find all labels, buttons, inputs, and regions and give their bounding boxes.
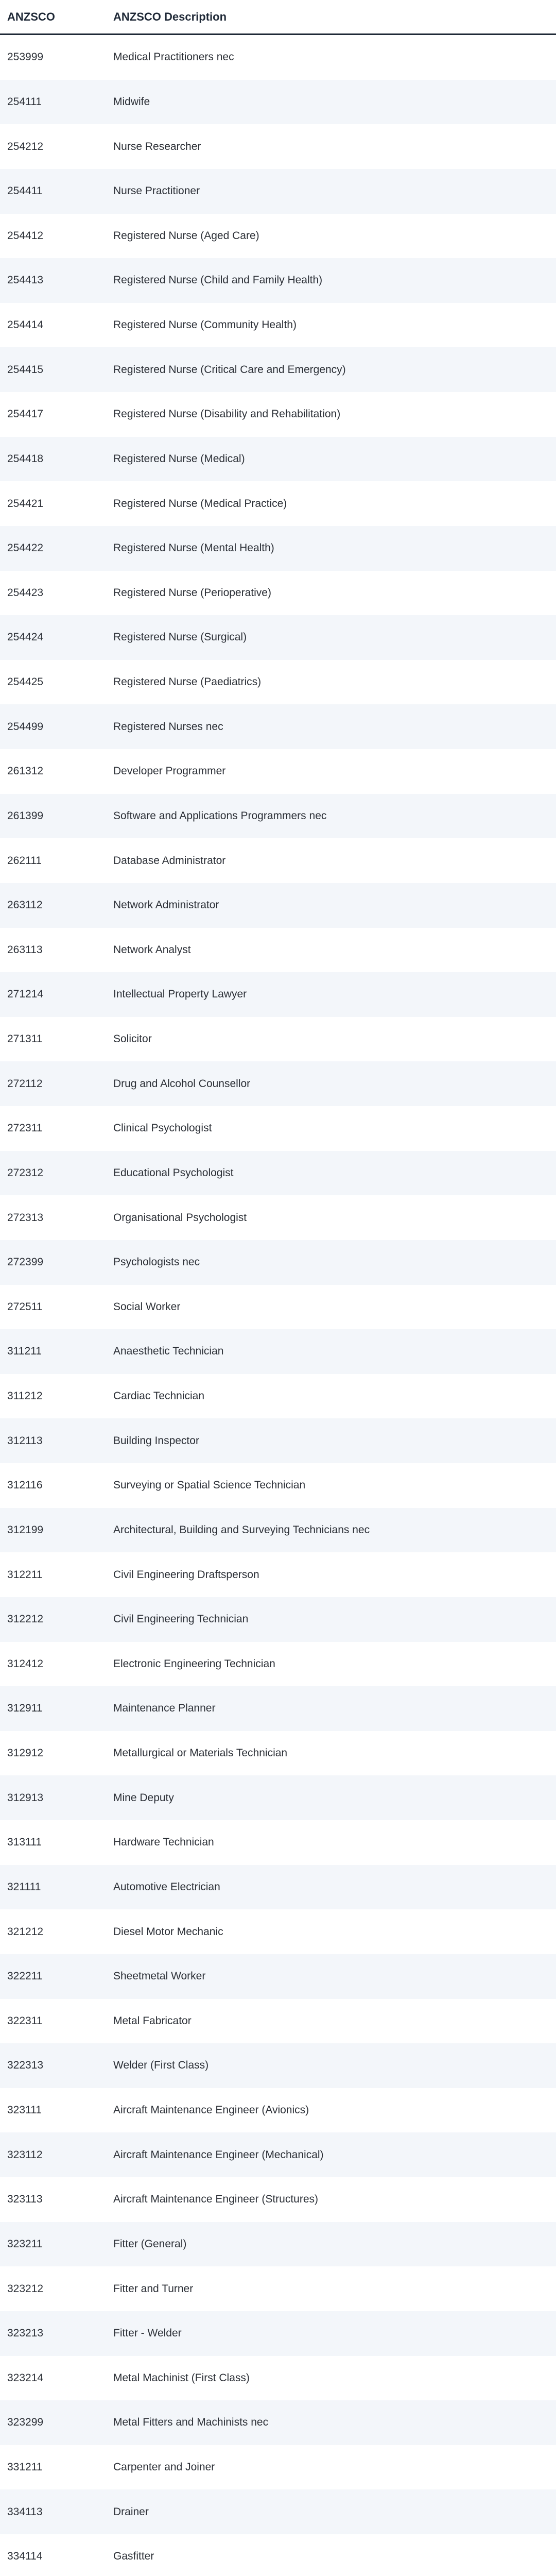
table-row	[0, 1865, 556, 1910]
cell-description: Fitter - Welder	[113, 2327, 182, 2340]
table-row	[0, 1909, 556, 1954]
table-row	[0, 1463, 556, 1508]
table-row	[0, 1820, 556, 1865]
cell-anzsco-code: 253999	[7, 51, 44, 63]
cell-description: Civil Engineering Technician	[113, 1613, 249, 1625]
table-row	[0, 1061, 556, 1106]
table-row	[0, 481, 556, 526]
cell-anzsco-code: 311212	[7, 1390, 43, 1402]
cell-description: Psychologists nec	[113, 1256, 200, 1268]
cell-anzsco-code: 272511	[7, 1300, 43, 1313]
cell-description: Registered Nurse (Paediatrics)	[113, 676, 262, 688]
cell-description: Aircraft Maintenance Engineer (Avionics)	[113, 2104, 309, 2116]
cell-description: Registered Nurse (Medical)	[113, 452, 245, 465]
cell-anzsco-code: 254499	[7, 720, 44, 733]
table-row	[0, 1508, 556, 1553]
cell-anzsco-code: 334114	[7, 2550, 43, 2563]
cell-anzsco-code: 321212	[7, 1925, 44, 1938]
cell-anzsco-code: 272312	[7, 1166, 44, 1179]
cell-description: Nurse Researcher	[113, 140, 201, 152]
cell-description: Registered Nurse (Medical Practice)	[113, 497, 287, 510]
cell-anzsco-code: 312913	[7, 1791, 44, 1804]
cell-anzsco-code: 322211	[7, 1970, 43, 1982]
cell-description: Gasfitter	[113, 2550, 154, 2563]
table-row	[0, 392, 556, 437]
cell-description: Network Administrator	[113, 899, 219, 911]
cell-description: Registered Nurse (Aged Care)	[113, 229, 259, 242]
cell-anzsco-code: 311211	[7, 1345, 42, 1358]
table-row	[0, 1017, 556, 1062]
cell-anzsco-code: 312212	[7, 1613, 44, 1625]
cell-description: Metal Fitters and Machinists nec	[113, 2416, 269, 2429]
cell-anzsco-code: 331211	[7, 2461, 43, 2473]
header-description: ANZSCO Description	[113, 10, 227, 23]
cell-description: Fitter (General)	[113, 2238, 187, 2250]
cell-anzsco-code: 323113	[7, 2193, 43, 2206]
table-row	[0, 794, 556, 839]
cell-description: Registered Nurse (Child and Family Health)	[113, 274, 323, 286]
cell-description: Automotive Electrician	[113, 1880, 220, 1893]
table-row	[0, 1731, 556, 1776]
cell-anzsco-code: 254421	[7, 497, 44, 510]
cell-anzsco-code: 323299	[7, 2416, 44, 2429]
table-row	[0, 2445, 556, 2490]
cell-anzsco-code: 254425	[7, 676, 44, 688]
table-row	[0, 2043, 556, 2088]
cell-anzsco-code: 312116	[7, 1479, 43, 1492]
cell-description: Registered Nurse (Mental Health)	[113, 542, 274, 554]
cell-description: Intellectual Property Lawyer	[113, 988, 247, 1001]
table-row	[0, 2088, 556, 2133]
cell-description: Civil Engineering Draftsperson	[113, 1568, 259, 1581]
cell-description: Registered Nurses nec	[113, 720, 223, 733]
cell-anzsco-code: 323211	[7, 2238, 43, 2250]
cell-description: Hardware Technician	[113, 1836, 214, 1849]
table-row	[0, 1954, 556, 1999]
table-row	[0, 35, 556, 80]
table-row	[0, 838, 556, 883]
cell-description: Database Administrator	[113, 854, 226, 867]
cell-description: Anaesthetic Technician	[113, 1345, 224, 1358]
table-row	[0, 1686, 556, 1731]
cell-description: Electronic Engineering Technician	[113, 1657, 275, 1670]
cell-description: Educational Psychologist	[113, 1166, 234, 1179]
cell-anzsco-code: 323213	[7, 2327, 44, 2340]
cell-description: Building Inspector	[113, 1434, 199, 1447]
table-row	[0, 1597, 556, 1642]
cell-description: Organisational Psychologist	[113, 1211, 247, 1224]
cell-anzsco-code: 312113	[7, 1434, 43, 1447]
table-row	[0, 704, 556, 749]
cell-anzsco-code: 261312	[7, 765, 44, 777]
table-row	[0, 80, 556, 125]
cell-description: Carpenter and Joiner	[113, 2461, 215, 2473]
cell-description: Metallurgical or Materials Technician	[113, 1747, 288, 1759]
cell-anzsco-code: 262111	[7, 854, 42, 867]
table-row	[0, 1775, 556, 1820]
cell-description: Drug and Alcohol Counsellor	[113, 1077, 251, 1090]
table-row	[0, 526, 556, 571]
table-row	[0, 1285, 556, 1330]
table-row	[0, 124, 556, 169]
table-row	[0, 2311, 556, 2356]
cell-description: Network Analyst	[113, 943, 191, 956]
cell-description: Solicitor	[113, 1033, 152, 1045]
table-row	[0, 972, 556, 1017]
cell-anzsco-code: 312912	[7, 1747, 44, 1759]
table-row	[0, 2177, 556, 2222]
cell-anzsco-code: 263113	[7, 943, 43, 956]
cell-anzsco-code: 323112	[7, 2148, 43, 2161]
cell-description: Aircraft Maintenance Engineer (Structures)	[113, 2193, 319, 2206]
cell-anzsco-code: 272112	[7, 1077, 43, 1090]
table-row	[0, 2356, 556, 2401]
cell-description: Registered Nurse (Community Health)	[113, 319, 297, 331]
table-row	[0, 2266, 556, 2311]
cell-anzsco-code: 322313	[7, 2059, 44, 2072]
cell-description: Metal Machinist (First Class)	[113, 2371, 250, 2384]
cell-description: Metal Fabricator	[113, 2014, 192, 2027]
cell-anzsco-code: 313111	[7, 1836, 42, 1849]
table-row	[0, 2132, 556, 2177]
cell-anzsco-code: 254422	[7, 542, 44, 554]
cell-anzsco-code: 254212	[7, 140, 44, 152]
table-row	[0, 571, 556, 616]
cell-description: Welder (First Class)	[113, 2059, 209, 2072]
cell-description: Aircraft Maintenance Engineer (Mechanical)	[113, 2148, 324, 2161]
cell-anzsco-code: 254415	[7, 363, 44, 376]
cell-description: Fitter and Turner	[113, 2282, 194, 2295]
cell-anzsco-code: 272313	[7, 1211, 44, 1224]
cell-anzsco-code: 254411	[7, 185, 43, 197]
cell-description: Surveying or Spatial Science Technician	[113, 1479, 306, 1492]
table-row	[0, 303, 556, 348]
cell-description: Registered Nurse (Surgical)	[113, 631, 247, 643]
cell-anzsco-code: 254414	[7, 319, 44, 331]
table-row	[0, 437, 556, 482]
table-row	[0, 2534, 556, 2576]
table-row	[0, 1418, 556, 1463]
cell-anzsco-code: 254418	[7, 452, 44, 465]
table-row	[0, 2222, 556, 2267]
table-row	[0, 1240, 556, 1285]
cell-anzsco-code: 334113	[7, 2505, 43, 2518]
cell-description: Social Worker	[113, 1300, 181, 1313]
cell-anzsco-code: 323214	[7, 2371, 44, 2384]
cell-description: Midwife	[113, 95, 150, 108]
table-row	[0, 2400, 556, 2445]
cell-anzsco-code: 254111	[7, 95, 42, 108]
cell-description: Registered Nurse (Perioperative)	[113, 586, 271, 599]
table-row	[0, 169, 556, 214]
cell-anzsco-code: 254424	[7, 631, 44, 643]
cell-anzsco-code: 254423	[7, 586, 44, 599]
table-body	[0, 35, 556, 2576]
cell-description: Medical Practitioners nec	[113, 51, 234, 63]
cell-anzsco-code: 321111	[7, 1880, 41, 1893]
cell-anzsco-code: 323111	[7, 2104, 42, 2116]
cell-description: Maintenance Planner	[113, 1702, 216, 1715]
cell-anzsco-code: 312911	[7, 1702, 43, 1715]
cell-description: Drainer	[113, 2505, 149, 2518]
cell-description: Developer Programmer	[113, 765, 226, 777]
table-row	[0, 1374, 556, 1419]
table-row	[0, 928, 556, 973]
table-row	[0, 883, 556, 928]
table-row	[0, 1151, 556, 1196]
cell-anzsco-code: 322311	[7, 2014, 43, 2027]
table-row	[0, 660, 556, 705]
table-row	[0, 214, 556, 259]
cell-anzsco-code: 271311	[7, 1033, 43, 1045]
header-anzsco: ANZSCO	[7, 10, 55, 23]
cell-description: Clinical Psychologist	[113, 1122, 212, 1134]
table-row	[0, 1552, 556, 1597]
cell-anzsco-code: 254417	[7, 408, 44, 420]
cell-anzsco-code: 261399	[7, 809, 44, 822]
cell-description: Software and Applications Programmers nec	[113, 809, 327, 822]
cell-anzsco-code: 254413	[7, 274, 44, 286]
cell-anzsco-code: 312412	[7, 1657, 44, 1670]
cell-description: Mine Deputy	[113, 1791, 174, 1804]
cell-anzsco-code: 263112	[7, 899, 43, 911]
table-row	[0, 749, 556, 794]
table-row	[0, 1999, 556, 2044]
cell-anzsco-code: 271214	[7, 988, 44, 1001]
table-row	[0, 258, 556, 303]
cell-description: Diesel Motor Mechanic	[113, 1925, 223, 1938]
cell-anzsco-code: 272311	[7, 1122, 43, 1134]
cell-description: Architectural, Building and Surveying Technicians nec	[113, 1523, 370, 1536]
cell-description: Registered Nurse (Critical Care and Emergency)	[113, 363, 346, 376]
cell-description: Nurse Practitioner	[113, 185, 200, 197]
cell-description: Registered Nurse (Disability and Rehabilitation)	[113, 408, 341, 420]
cell-anzsco-code: 254412	[7, 229, 44, 242]
table-row	[0, 1195, 556, 1240]
cell-anzsco-code: 272399	[7, 1256, 44, 1268]
cell-anzsco-code: 312211	[7, 1568, 43, 1581]
table-header	[0, 0, 556, 35]
table-row	[0, 347, 556, 392]
table-row	[0, 1642, 556, 1687]
cell-anzsco-code: 312199	[7, 1523, 44, 1536]
cell-description: Sheetmetal Worker	[113, 1970, 206, 1982]
table-row	[0, 615, 556, 660]
table-row	[0, 2489, 556, 2534]
cell-anzsco-code: 323212	[7, 2282, 44, 2295]
cell-description: Cardiac Technician	[113, 1390, 205, 1402]
table-row	[0, 1329, 556, 1374]
table-row	[0, 1106, 556, 1151]
